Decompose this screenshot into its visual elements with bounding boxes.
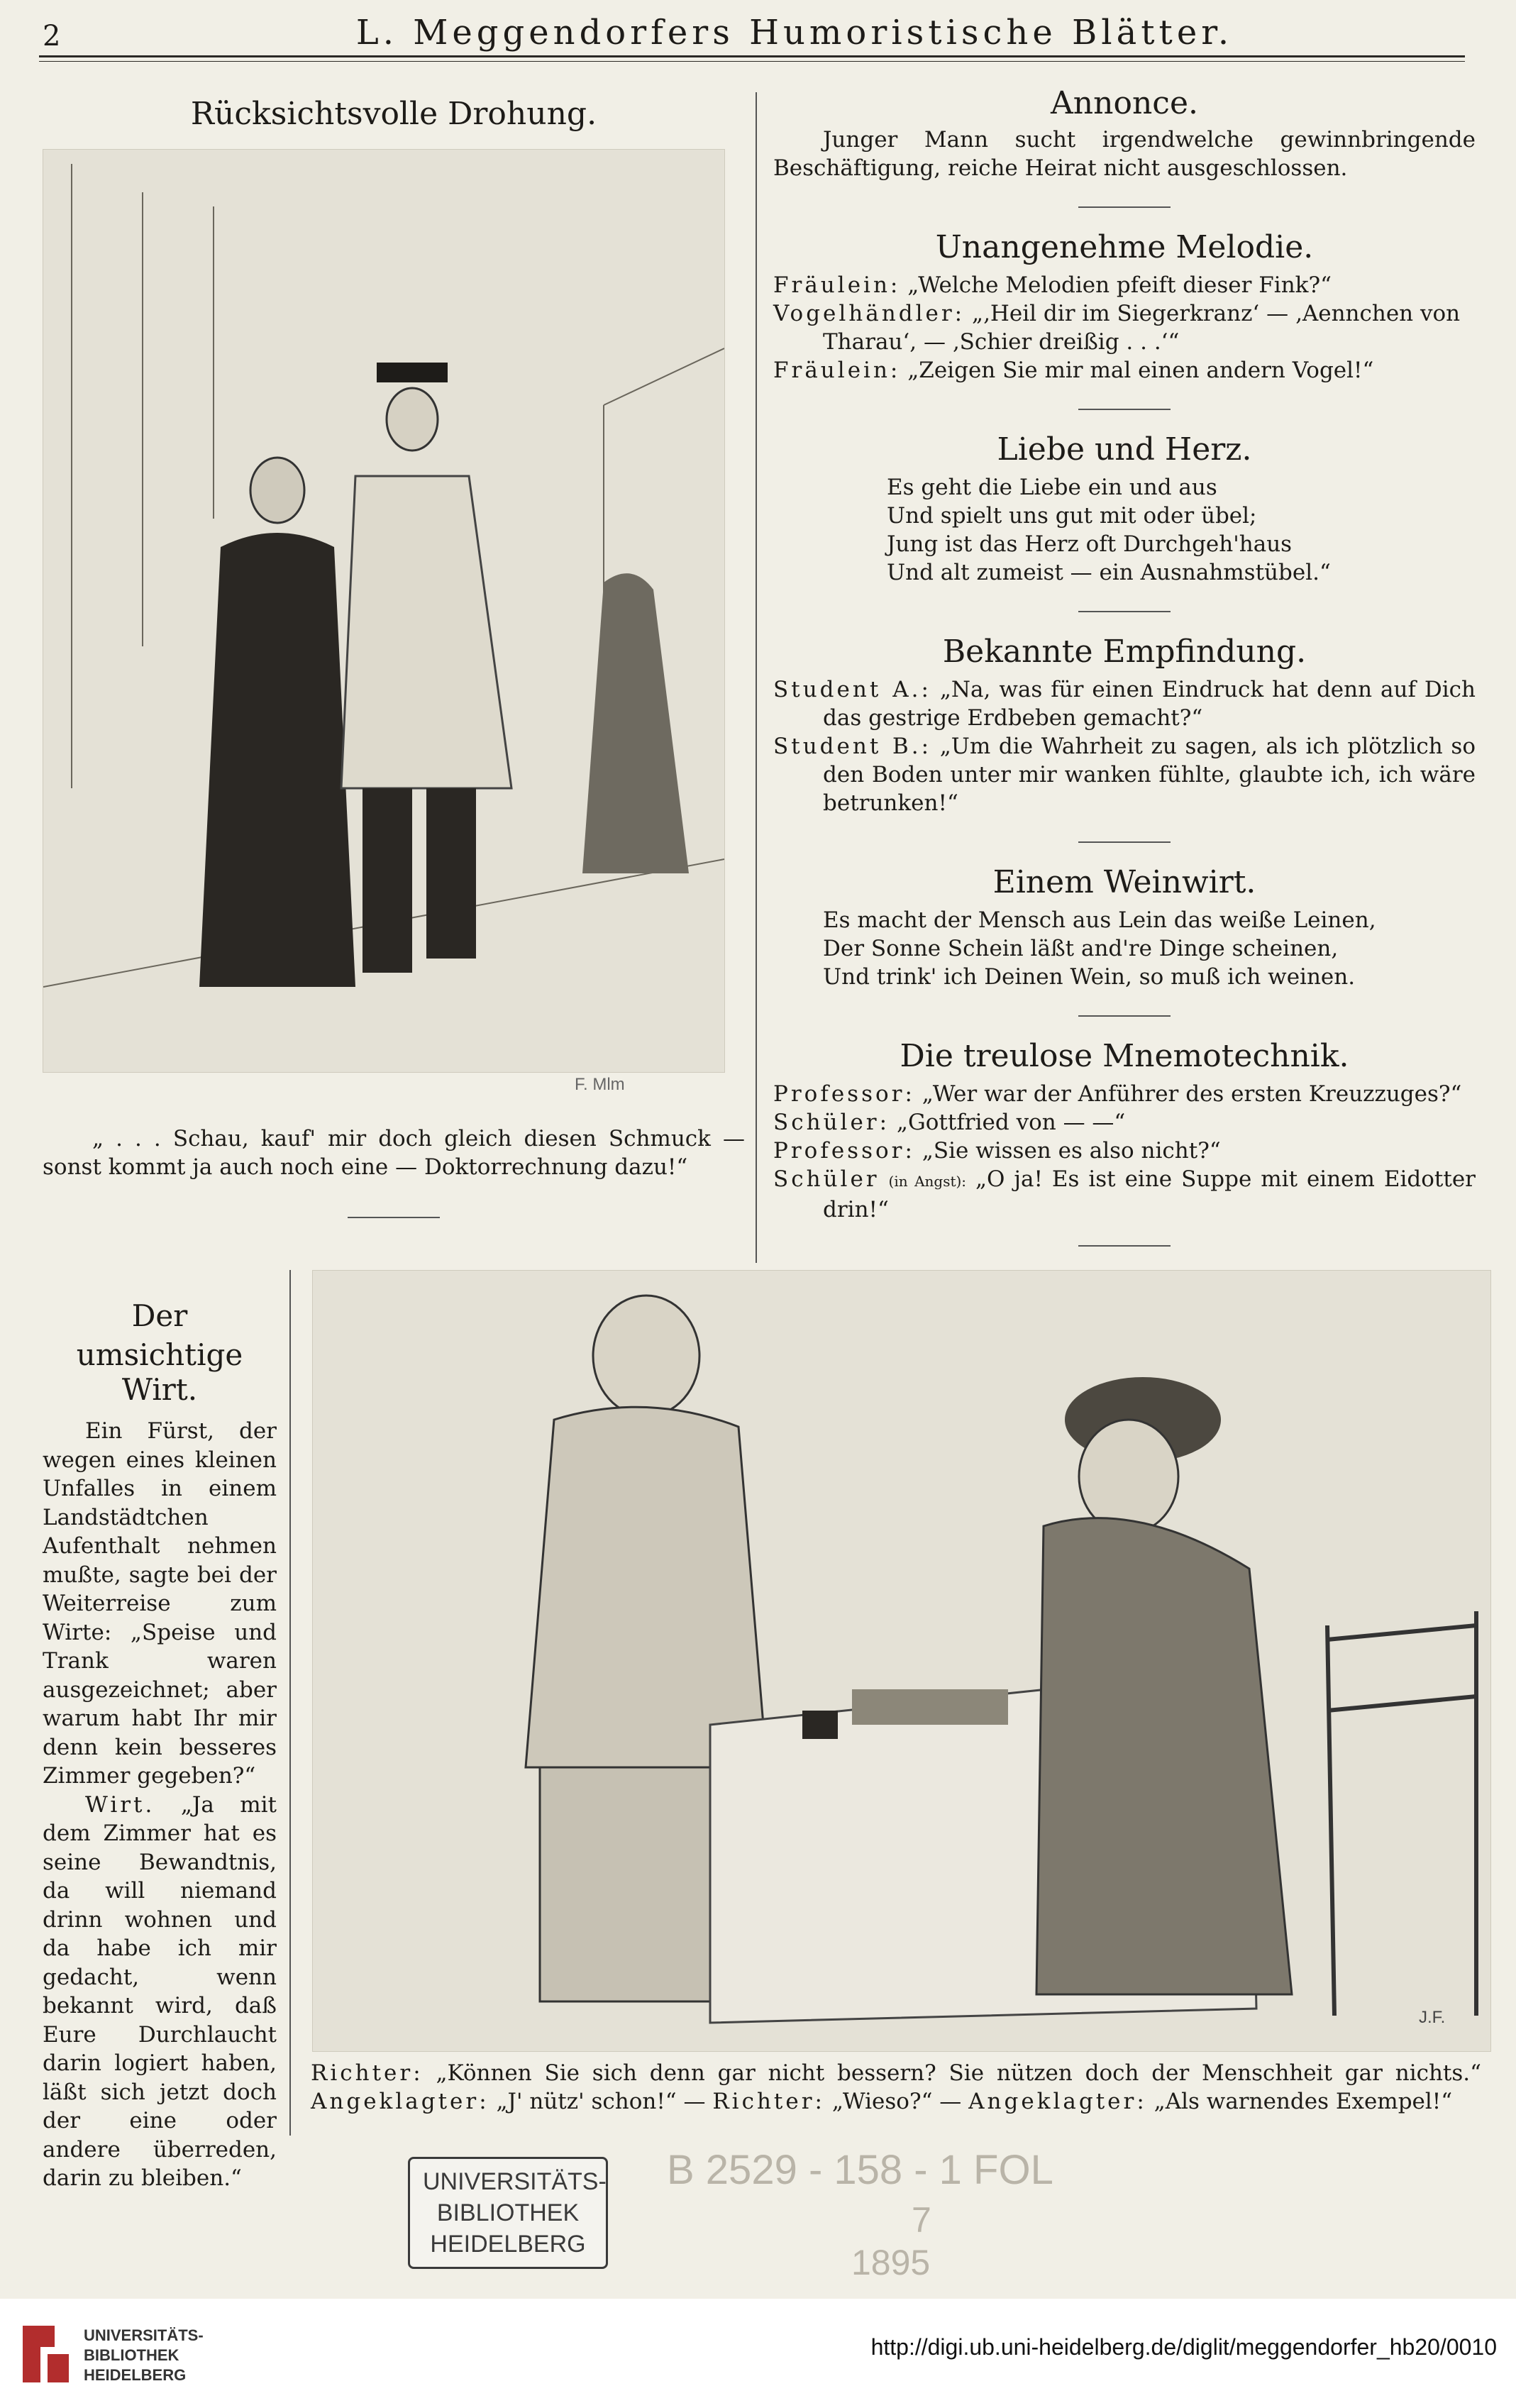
dialogue-line — [773, 356, 1476, 385]
dialogue-line — [773, 1165, 1476, 1224]
liebe-poem — [773, 473, 1476, 587]
pencil-year: 1895 — [851, 2243, 931, 2282]
line-text: „Können Sie sich denn gar nicht bessern? Sie nützen doch der Menschheit gar nichts.“ — [436, 2060, 1482, 2086]
couple-drawing — [43, 150, 724, 1072]
verse: Es macht der Mensch aus Lein das weiße Leinen, — [823, 907, 1376, 933]
line-text: „Als warnendes Exempel!“ — [1153, 2089, 1453, 2114]
verse: Es geht die Liebe ein und aus — [887, 475, 1217, 500]
line-text: „Wer war der Anführer des ersten Kreuzzuges?“ — [922, 1081, 1462, 1107]
verse: Und trink' ich Deinen Wein, so muß ich weinen. — [823, 964, 1356, 990]
rueck-artist-signature: F. Mlm — [575, 1075, 625, 1094]
line-text: „J' nütz' schon!“ — — [496, 2089, 706, 2114]
speaker: Wirt. — [85, 1791, 155, 1818]
logo-line: HEIDELBERG — [84, 2366, 187, 2384]
stamp-line: BIBLIOTHEK — [436, 2199, 580, 2226]
dialogue-line — [773, 271, 1476, 299]
dialogue-line — [773, 1137, 1476, 1165]
aufopferung-artist-signature: J.F. — [1419, 2008, 1446, 2027]
verse: Der Sonne Schein läßt and're Dinge scheinen, — [823, 936, 1339, 961]
dialogue-line — [773, 732, 1476, 817]
speaker: Vogelhändler: — [773, 301, 966, 326]
wirt-title-line2: umsichtige Wirt. — [76, 1337, 243, 1407]
melodie-title: Unangenehme Melodie. — [935, 229, 1314, 265]
wirt-title-line1: Der — [131, 1298, 188, 1333]
mnemo-title: Die treulose Mnemotechnik. — [900, 1038, 1349, 1074]
speaker: Angeklagter: — [968, 2089, 1147, 2114]
verse: Jung ist das Herz oft Durchgeh'haus — [887, 531, 1293, 557]
line-text: „Na, was für einen Eindruck hat denn auf Dich das gestrige Erdbeben gemacht?“ — [823, 677, 1476, 731]
dialogue-line — [773, 1108, 1476, 1137]
annonce-title: Annonce. — [1051, 85, 1198, 121]
verse: Und alt zumeist — ein Ausnahmstübel.“ — [887, 560, 1331, 585]
header-rule — [39, 55, 1465, 57]
verse: Und spielt uns gut mit oder übel; — [887, 503, 1257, 529]
logo-line: UNIVERSITÄTS- — [84, 2326, 204, 2344]
judge-and-defendant-drawing — [313, 1271, 1490, 2051]
speaker: Schüler — [773, 1166, 880, 1192]
line-text: „‚Heil dir im Siegerkranz‘ — ‚Aennchen von Tharau‘, — ‚Schier dreißig . . .‘“ — [823, 301, 1461, 355]
line-text: „Um die Wahrheit zu sagen, als ich plötzlich so den Boden unter mir wanken fühlte, glaubte ich, ich wäre betrunken!“ — [823, 734, 1476, 816]
dialogue-line — [773, 675, 1476, 732]
section-rule — [1078, 1015, 1171, 1017]
section-rule — [1078, 409, 1171, 410]
stamp-line: HEIDELBERG — [430, 2231, 586, 2258]
weinwirt-title: Einem Weinwirt. — [992, 864, 1256, 900]
stage-direction: (in Angst): — [888, 1173, 967, 1190]
university-library-logo-icon — [16, 2319, 72, 2390]
footer-logo-text — [84, 2326, 204, 2385]
section-rule — [1078, 611, 1171, 612]
wirt-text: Ein Fürst, der wegen eines kleinen Unfalles in einem Landstädtchen Aufenthalt nehmen mußte, sagte bei der Weiterreise zum Wirte: „Speise und Trank waren ausgezeichnet; aber warum habt Ihr mir denn kein besseres Zimmer gegeben?“ — [43, 1418, 277, 1789]
logo-line: BIBLIOTHEK — [84, 2346, 179, 2364]
column-divider — [756, 92, 757, 1263]
speaker: Richter: — [712, 2089, 825, 2114]
annonce-text: Junger Mann sucht irgendwelche gewinnbringende Beschäftigung, reiche Heirat nicht ausgeschlossen. — [773, 127, 1476, 181]
speaker: Angeklagter: — [311, 2089, 489, 2114]
line-text: „Wieso?“ — — [831, 2089, 962, 2114]
weinwirt-poem — [773, 906, 1476, 991]
melodie-dialogue — [773, 271, 1476, 385]
speaker: Fräulein: — [773, 272, 901, 298]
aufopferung-caption — [311, 2059, 1481, 2116]
wirt-column — [43, 1298, 277, 2193]
street-scene-illustration — [43, 149, 725, 1073]
speaker: Professor: — [773, 1081, 915, 1107]
speaker: Fräulein: — [773, 358, 901, 383]
speaker: Schüler: — [773, 1110, 890, 1135]
section-rule — [1078, 206, 1171, 208]
column-divider-lower — [289, 1270, 291, 2136]
section-rule — [1078, 1245, 1171, 1247]
permalink-url[interactable]: http://digi.ub.uni-heidelberg.de/diglit/meggendorfer_hb20/0010 — [870, 2334, 1497, 2360]
stamp-line: UNIVERSITÄTS- — [423, 2168, 607, 2195]
line-text: „Sie wissen es also nicht?“ — [922, 1138, 1221, 1164]
pencil-volume: 7 — [912, 2200, 931, 2240]
dialogue-line — [773, 299, 1476, 356]
rueck-title: Rücksichtsvolle Drohung. — [190, 96, 597, 132]
section-rule — [348, 1217, 440, 1218]
digitization-footer — [0, 2299, 1516, 2408]
page-number: 2 — [43, 20, 61, 53]
courtroom-illustration — [312, 1270, 1491, 2052]
running-title: L. Meggendorfers Humoristische Blätter. — [355, 13, 1234, 53]
speaker: Professor: — [773, 1138, 915, 1164]
dialogue-line — [773, 1080, 1476, 1108]
line-text: „Welche Melodien pfeift dieser Fink?“ — [907, 272, 1332, 298]
section-rule — [1078, 841, 1171, 843]
speaker: Student B.: — [773, 734, 932, 759]
rueck-caption: „ . . . Schau, kauf' mir doch gleich diesen Schmuck — sonst kommt ja auch noch eine — Doktorrechnung dazu!“ — [43, 1126, 745, 1180]
line-text: „O ja! Es ist eine Suppe mit einem Eidotter drin!“ — [823, 1166, 1476, 1222]
right-column — [773, 85, 1476, 1247]
speaker: Student A.: — [773, 677, 931, 702]
library-stamp — [408, 2157, 608, 2269]
line-text: „Zeigen Sie mir mal einen andern Vogel!“ — [907, 358, 1374, 383]
pencil-shelfmark: B 2529 - 158 - 1 FOL — [667, 2147, 1053, 2193]
bekannte-title: Bekannte Empfindung. — [942, 634, 1307, 670]
wirt-reply — [43, 1791, 277, 2193]
bekannte-dialogue — [773, 675, 1476, 817]
liebe-title: Liebe und Herz. — [997, 431, 1252, 468]
header-rule-thin — [39, 61, 1465, 62]
mnemo-dialogue — [773, 1080, 1476, 1224]
line-text: „Ja mit dem Zimmer hat es seine Bewandtnis, da will niemand drinn wohnen und da habe ich mir gedacht, wenn bekannt wird, daß Eure Durchlaucht darin logiert haben, läßt sich jetzt doch der eine oder andere überreden, darin zu bleiben.“ — [43, 1791, 277, 2191]
speaker: Richter: — [311, 2060, 424, 2086]
line-text: „Gottfried von — —“ — [896, 1110, 1126, 1135]
